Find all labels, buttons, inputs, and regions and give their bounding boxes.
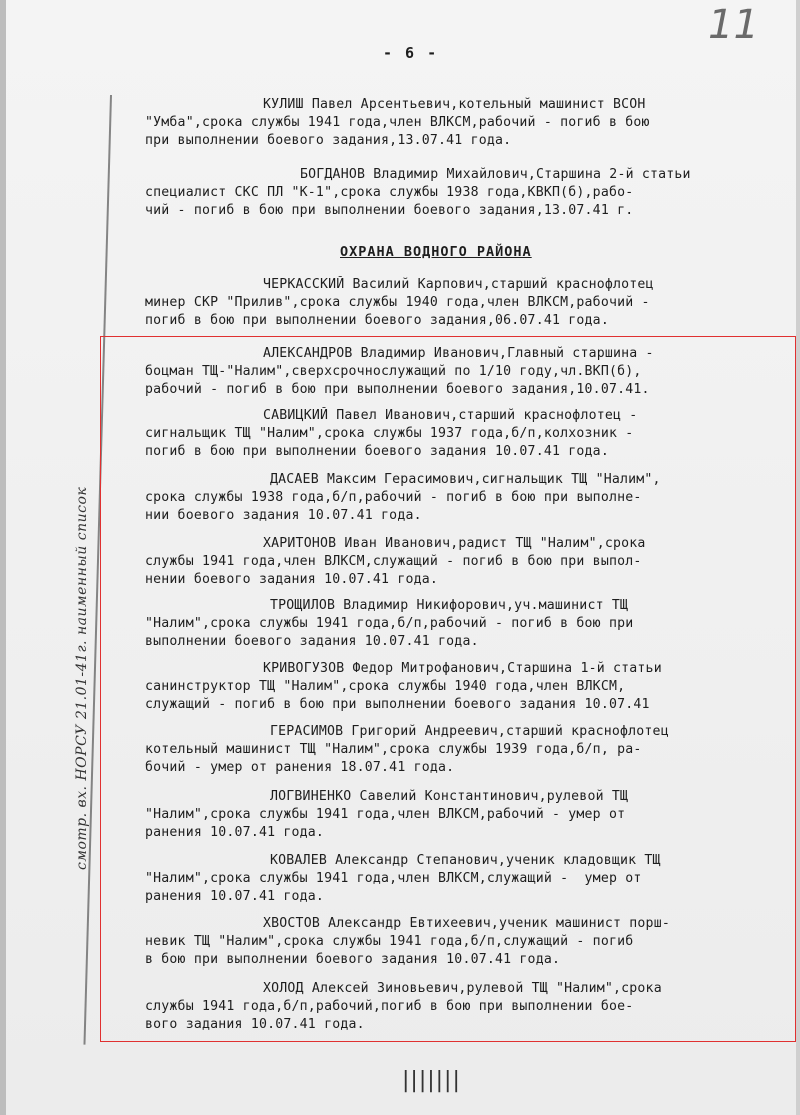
casualty-entry <box>145 915 785 969</box>
casualty-entry <box>145 788 785 842</box>
casualty-entry <box>145 660 785 714</box>
entry-line: сигнальщик ТЩ "Налим",срока службы 1937 года,б/п,колхозник - <box>145 426 634 441</box>
archive-page-number: 11 <box>708 2 759 48</box>
entry-line: нении боевого задания 10.07.41 года. <box>145 572 439 587</box>
entry-line: специалист СКС ПЛ "К-1",срока службы 1938 года,КВКП(б),рабо- <box>145 185 634 200</box>
entry-line: при выполнении боевого задания,13.07.41 года. <box>145 133 512 148</box>
entry-line: службы 1941 года,член ВЛКСМ,служащий - погиб в бою при выпол- <box>145 554 642 569</box>
entry-line: САВИЦКИЙ Павел Иванович,старший краснофлотец - <box>263 408 638 423</box>
entry-line: котельный машинист ТЩ "Налим",срока службы 1939 года,б/п, ра- <box>145 742 642 757</box>
page-edge-left <box>0 0 6 1115</box>
entry-line: АЛЕКСАНДРОВ Владимир Иванович,Главный старшина - <box>263 346 654 361</box>
entry-line: минер СКР "Прилив",срока службы 1940 года,член ВЛКСМ,рабочий - <box>145 295 650 310</box>
entry-line: вого задания 10.07.41 года. <box>145 1017 365 1032</box>
entry-line: БОГДАНОВ Владимир Михайлович,Старшина 2-й статьи <box>300 167 691 182</box>
casualty-entry <box>145 345 785 399</box>
casualty-entry <box>145 407 785 461</box>
entry-line: "Налим",срока службы 1941 года,член ВЛКСМ,рабочий - умер от <box>145 807 626 822</box>
entry-line: служащий - погиб в бою при выполнении боевого задания 10.07.41 <box>145 697 650 712</box>
entry-line: ХВОСТОВ Александр Евтихеевич,ученик машинист порш- <box>263 916 670 931</box>
casualty-entry <box>145 535 785 589</box>
entry-line: ХАРИТОНОВ Иван Иванович,радист ТЩ "Налим",срока <box>263 536 646 551</box>
entry-line: невик ТЩ "Налим",срока службы 1941 года,б/п,служащий - погиб <box>145 934 634 949</box>
entry-line: "Умба",срока службы 1941 года,член ВЛКСМ,рабочий - погиб в бою <box>145 115 650 130</box>
tally-marks: ||||||| <box>402 1068 461 1093</box>
entry-line: КРИВОГУЗОВ Федор Митрофанович,Старшина 1-й статьи <box>263 661 662 676</box>
casualty-entry <box>145 980 785 1034</box>
entry-line: погиб в бою при выполнении боевого задания,06.07.41 года. <box>145 313 609 328</box>
entry-line: службы 1941 года,б/п,рабочий,погиб в бою при выполнении бое- <box>145 999 634 1014</box>
page-edge-right <box>796 0 800 1115</box>
entry-line: ранения 10.07.41 года. <box>145 825 325 840</box>
entry-line: ТРОЩИЛОВ Владимир Никифорович,уч.машинист ТЩ <box>270 598 629 613</box>
entry-line: бочий - умер от ранения 18.07.41 года. <box>145 760 455 775</box>
casualty-entry <box>145 166 785 220</box>
entry-line: "Налим",срока службы 1941 года,член ВЛКСМ,служащий - умер от <box>145 871 642 886</box>
entry-line: ранения 10.07.41 года. <box>145 889 325 904</box>
entry-line: рабочий - погиб в бою при выполнении боевого задания,10.07.41. <box>145 382 650 397</box>
casualty-entry <box>145 597 785 651</box>
section-title: ОХРАНА ВОДНОГО РАЙОНА <box>340 244 532 260</box>
casualty-entry <box>145 276 785 330</box>
entry-line: КУЛИШ Павел Арсентьевич,котельный машинист ВСОН <box>263 97 646 112</box>
casualty-entry <box>145 852 785 906</box>
entry-line: ЧЕРКАССКИЙ Василий Карпович,старший краснофлотец <box>263 277 654 292</box>
entry-line: в бою при выполнении боевого задания 10.07.41 года. <box>145 952 561 967</box>
entry-line: чий - погиб в бою при выполнении боевого задания,13.07.41 г. <box>145 203 634 218</box>
casualty-entry <box>145 723 785 777</box>
casualty-entry <box>145 96 785 150</box>
entry-line: погиб в бою при выполнении боевого задания 10.07.41 года. <box>145 444 609 459</box>
entry-line: ДАСАЕВ Максим Герасимович,сигнальщик ТЩ "Налим", <box>270 472 661 487</box>
entry-line: КОВАЛЕВ Александр Степанович,ученик кладовщик ТЩ <box>270 853 661 868</box>
page-number: - 6 - <box>383 44 439 62</box>
entry-line: ГЕРАСИМОВ Григорий Андреевич,старший краснофлотец <box>270 724 669 739</box>
handwritten-margin-note: смотр. вх. НОРСУ 21.01-41г. наименный список <box>74 486 90 870</box>
entry-line: выполнении боевого задания 10.07.41 года. <box>145 634 479 649</box>
entry-line: ЛОГВИНЕНКО Савелий Константинович,рулевой ТЩ <box>270 789 629 804</box>
casualty-entry <box>145 471 785 525</box>
entry-line: "Налим",срока службы 1941 года,б/п,рабочий - погиб в бою при <box>145 616 634 631</box>
entry-line: боцман ТЩ-"Налим",сверхсрочнослужащий по 1/10 году,чл.ВКП(б), <box>145 364 642 379</box>
entry-line: санинструктор ТЩ "Налим",срока службы 1940 года,член ВЛКСМ, <box>145 679 626 694</box>
entry-line: нии боевого задания 10.07.41 года. <box>145 508 422 523</box>
entry-line: срока службы 1938 года,б/п,рабочий - погиб в бою при выполне- <box>145 490 642 505</box>
entry-line: ХОЛОД Алексей Зиновьевич,рулевой ТЩ "Налим",срока <box>263 981 662 996</box>
